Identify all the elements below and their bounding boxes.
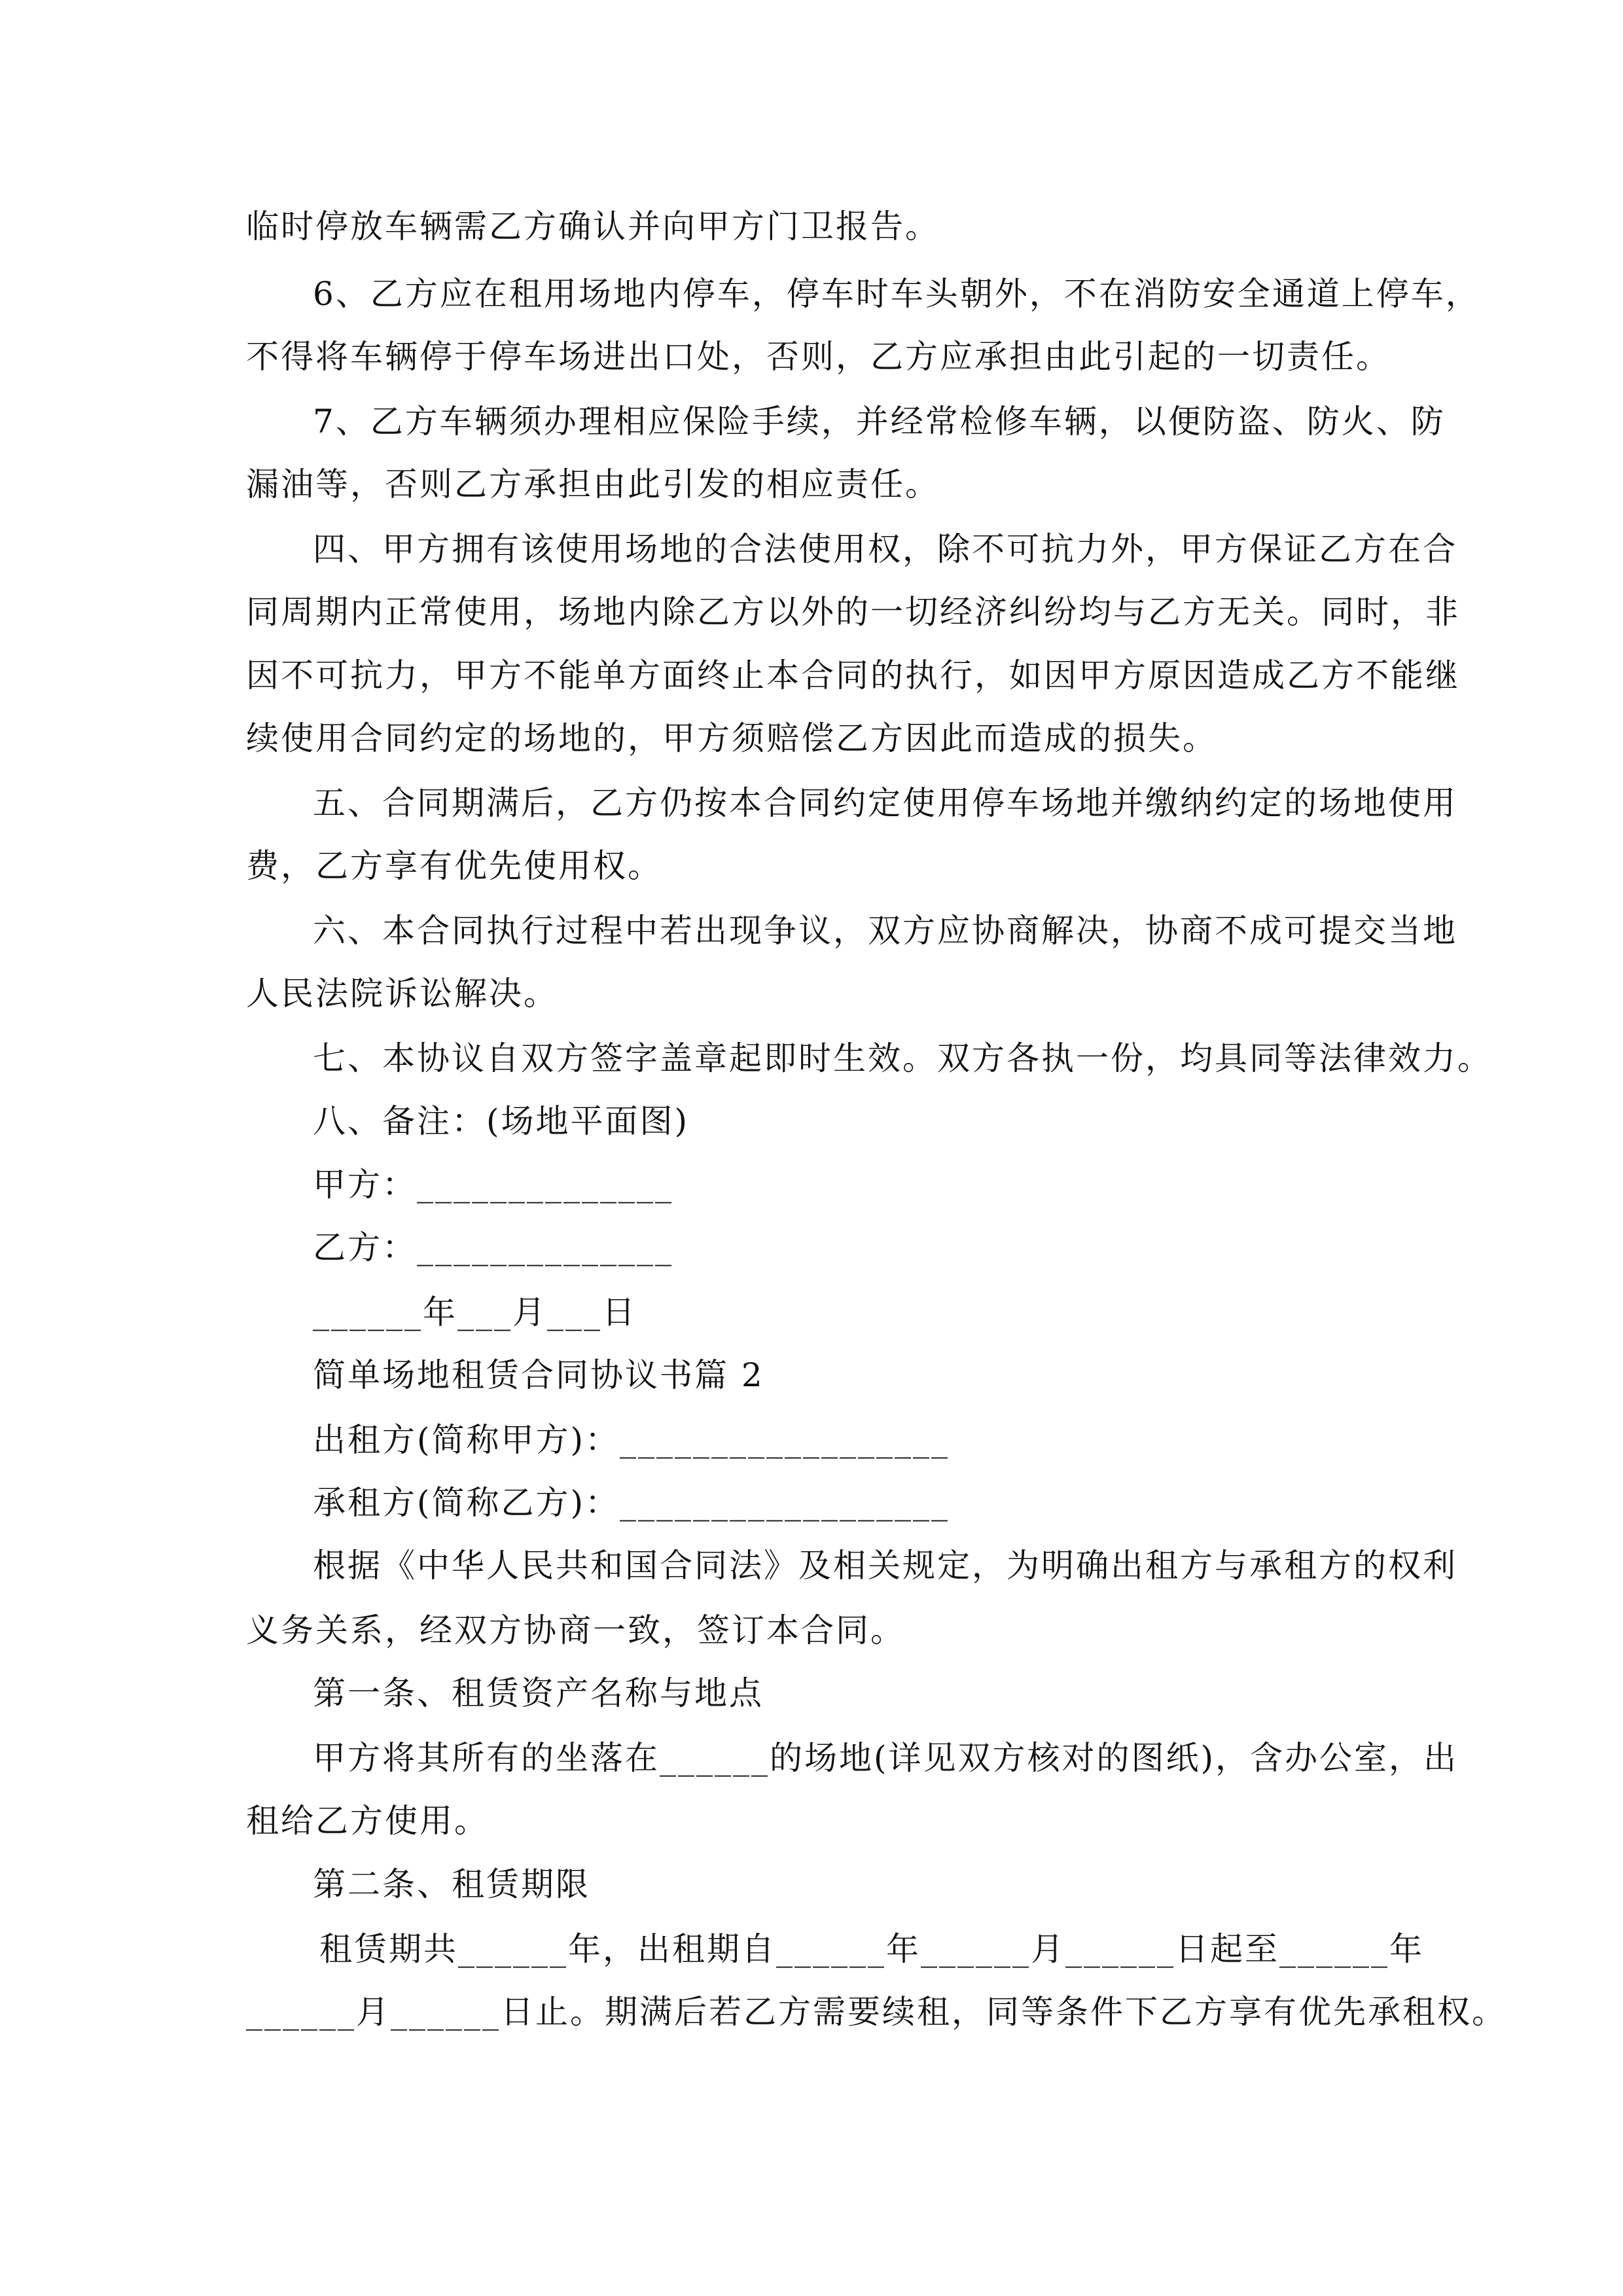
section-title: 简单场地租赁合同协议书篇 2 (313, 1356, 764, 1394)
text-line: 六、本合同执行过程中若出现争议，双方应协商解决，协商不成可提交当地 (313, 912, 1457, 950)
signature-line-party-a: 甲方：______________ (313, 1166, 673, 1204)
text-line: 续使用合同约定的场地的，甲方须赔偿乙方因此而造成的损失。 (246, 719, 1217, 757)
text-line: 四、甲方拥有该使用场地的合法使用权，除不可抗力外，甲方保证乙方在合 (313, 530, 1457, 568)
text-line: 五、合同期满后，乙方仍按本合同约定使用停车场地并缴纳约定的场地使用 (313, 784, 1457, 822)
date-line: ______年___月___日 (313, 1293, 637, 1331)
text-line: 临时停放车辆需乙方确认并向甲方门卫报告。 (246, 207, 940, 245)
text-line: 租赁期共______年，出租期自______年______月______日起至______年 (319, 1930, 1424, 1968)
text-line: 人民法院诉讼解决。 (246, 975, 558, 1013)
text-line: 不得将车辆停于停车场进出口处，否则，乙方应承担由此引起的一切责任。 (246, 338, 1391, 376)
text-line: 义务关系，经双方协商一致，签订本合同。 (246, 1611, 905, 1649)
text-line: 漏油等，否则乙方承担由此引发的相应责任。 (246, 465, 940, 503)
signature-line-party-b: 乙方：______________ (313, 1229, 673, 1266)
text-line: 同周期内正常使用，场地内除乙方以外的一切经济纠纷均与乙方无关。同时，非 (246, 593, 1460, 631)
text-line: 费，乙方享有优先使用权。 (246, 847, 662, 885)
lessee-line: 承租方(简称乙方)：__________________ (313, 1484, 950, 1522)
article-heading: 第二条、租赁期限 (313, 1865, 590, 1903)
text-line: 7、乙方车辆须办理相应保险手续，并经常检修车辆，以便防盗、防火、防 (313, 403, 1446, 440)
text-line: 因不可抗力，甲方不能单方面终止本合同的执行，如因甲方原因造成乙方不能继 (246, 656, 1460, 694)
article-heading: 第一条、租赁资产名称与地点 (313, 1674, 764, 1712)
text-line: 6、乙方应在租用场地内停车，停车时车头朝外，不在消防安全通道上停车， (313, 275, 1480, 313)
text-line: ______月______日止。期满后若乙方需要续租，同等条件下乙方享有优先承租权。 (246, 1993, 1507, 2031)
text-line: 租给乙方使用。 (246, 1802, 489, 1840)
text-line: 根据《中华人民共和国合同法》及相关规定，为明确出租方与承租方的权利 (313, 1547, 1457, 1585)
text-line: 甲方将其所有的坐落在______的场地(详见双方核对的图纸)，含办公室，出 (313, 1739, 1459, 1777)
lessor-line: 出租方(简称甲方)：__________________ (313, 1421, 950, 1459)
text-line: 七、本协议自双方签字盖章起即时生效。双方各执一份，均具同等法律效力。 (313, 1039, 1492, 1077)
text-line: 八、备注：(场地平面图) (313, 1102, 690, 1140)
